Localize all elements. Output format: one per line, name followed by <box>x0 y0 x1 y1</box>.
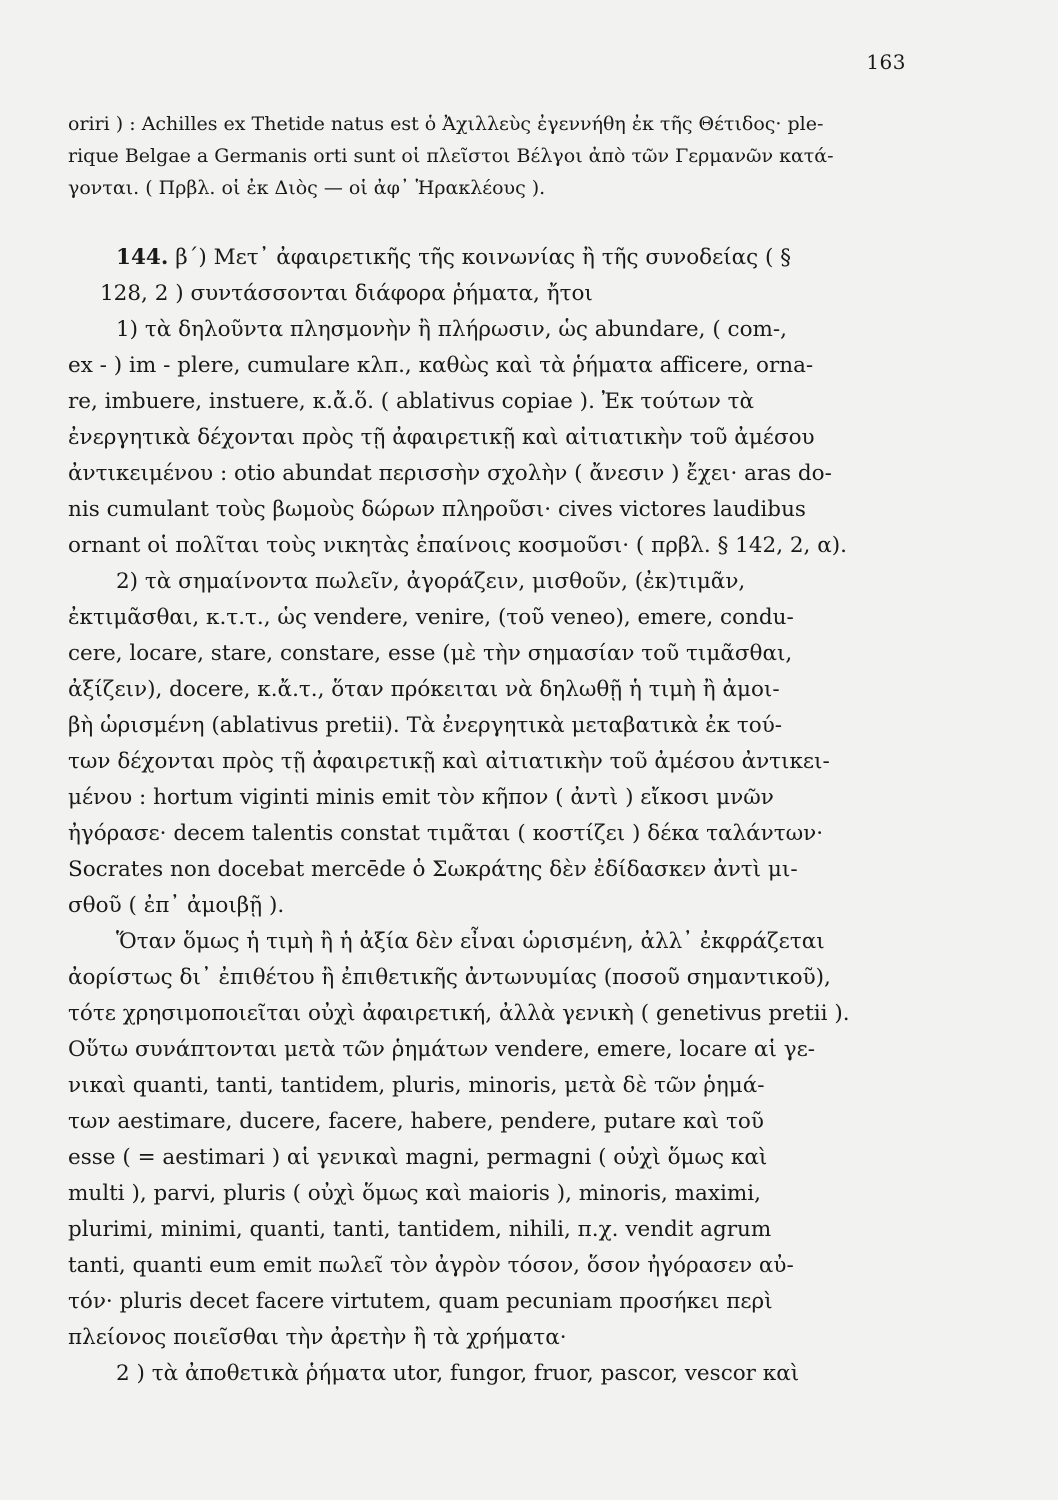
text-line: tanti, quanti eum emit πωλεῖ τὸν ἀγρὸν τόσον, ὅσον ἠγόρασεν αὐ- <box>68 1253 794 1278</box>
text-line: Socrates non docebat mercēde ὁ Σωκράτης δὲν ἐδίδασκεν ἀντὶ μι- <box>68 857 798 882</box>
text-line: multi ), parvi, pluris ( οὐχὶ ὅμως καὶ maioris ), minoris, maximi, <box>68 1181 761 1206</box>
text-line: των aestimare, ducere, facere, habere, pendere, putare καὶ τοῦ <box>68 1109 764 1134</box>
text-line: μένου : hortum viginti minis emit τὸν κῆπον ( ἀντὶ ) εἴκοσι μνῶν <box>68 785 774 810</box>
page-number: 163 <box>866 50 906 74</box>
text-line: plurimi, minimi, quanti, tanti, tantidem, nihili, π.χ. vendit agrum <box>68 1217 772 1242</box>
text-line: re, imbuere, instuere, κ.ἄ.ὅ. ( ablativus copiae ). Ἐκ τούτων τὰ <box>68 389 755 414</box>
text-line: των δέχονται πρὸς τῇ ἀφαιρετικῇ καὶ αἰτιατικὴν τοῦ ἀμέσου ἀντικει- <box>68 749 830 774</box>
text-line: nis cumulant τοὺς βωμοὺς δώρων πληροῦσι· cives victores laudibus <box>68 497 806 522</box>
text-line: Οὕτω συνάπτονται μετὰ τῶν ῥημάτων vendere, emere, locare αἱ γε- <box>68 1037 815 1062</box>
text-line: βὴ ὡρισμένη (ablativus pretii). Τὰ ἐνεργητικὰ μεταβατικὰ ἐκ τού- <box>68 713 783 738</box>
text-line: νικαὶ quanti, tanti, tantidem, pluris, minoris, μετὰ δὲ τῶν ῥημά- <box>68 1073 765 1098</box>
text-line: ἀορίστως δι᾽ ἐπιθέτου ἢ ἐπιθετικῆς ἀντωνυμίας (ποσοῦ σημαντικοῦ), <box>68 965 831 990</box>
text-line: Ὅταν ὅμως ἡ τιμὴ ἢ ἡ ἀξία δὲν εἶναι ὡρισμένη, ἀλλ᾽ ἐκφράζεται <box>116 929 825 954</box>
text-line: τόν· pluris decet facere virtutem, quam pecuniam προσήκει περὶ <box>68 1289 773 1314</box>
text-line: τότε χρησιμοποιεῖται οὐχὶ ἀφαιρετική, ἀλλὰ γενικὴ ( genetivus pretii ). <box>68 1001 850 1026</box>
text-line: 1) τὰ δηλοῦντα πλησμονὴν ἢ πλήρωσιν, ὡς abundare, ( com-, <box>116 317 788 342</box>
text-line: ἀντικειμένου : otio abundat περισσὴν σχολὴν ( ἄνεσιν ) ἔχει· aras do- <box>68 461 832 486</box>
text-line: ἠγόρασε· decem talentis constat τιμᾶται ( κοστίζει ) δέκα ταλάντων· <box>68 821 824 846</box>
text-line: β΄) Μετ᾽ ἀφαιρετικῆς τῆς κοινωνίας ἢ τῆς συνοδείας ( § <box>175 245 792 270</box>
text-line: ornant οἱ πολῖται τοὺς νικητὰς ἐπαίνοις κοσμοῦσι· ( πρβλ. § 142, 2, α). <box>68 533 847 558</box>
text-line: ex - ) im - plere, cumulare κλπ., καθὼς καὶ τὰ ῥήματα afficere, orna- <box>68 353 814 378</box>
text-line: ἀξίζειν), docere, κ.ἄ.τ., ὅταν πρόκειται νὰ δηλωθῇ ἡ τιμὴ ἢ ἀμοι- <box>68 677 780 702</box>
text-line: 2) τὰ σημαίνοντα πωλεῖν, ἀγοράζειν, μισθοῦν, (ἐκ)τιμᾶν, <box>116 569 746 594</box>
text-line: 2 ) τὰ ἀποθετικὰ ῥήματα utor, fungor, fruor, pascor, vescor καὶ <box>116 1361 800 1386</box>
text-line: γονται. ( Πρβλ. οἱ ἐκ Διὸς — οἱ ἀφ᾽ Ἡρακλέους ). <box>68 177 546 199</box>
text-line: 128, 2 ) συντάσσονται διάφορα ῥήματα, ἤτοι <box>100 281 593 306</box>
text-line: esse ( = aestimari ) αἱ γενικαὶ magni, permagni ( οὐχὶ ὅμως καὶ <box>68 1145 768 1170</box>
text-line: ἐκτιμᾶσθαι, κ.τ.τ., ὡς vendere, venire, (τοῦ veneo), emere, condu- <box>68 605 794 630</box>
section-heading <box>68 240 923 276</box>
text-line: ἐνεργητικὰ δέχονται πρὸς τῇ ἀφαιρετικῇ καὶ αἰτιατικὴν τοῦ ἀμέσου <box>68 425 815 450</box>
text-line: cere, locare, stare, constare, esse (μὲ τὴν σημασίαν τοῦ τιμᾶσθαι, <box>68 641 793 666</box>
text-line: σθοῦ ( ἐπ᾽ ἀμοιβῇ ). <box>68 893 285 918</box>
body-text <box>68 108 923 1392</box>
text-line: πλείονος ποιεῖσθαι τὴν ἀρετὴν ἢ τὰ χρήματα· <box>68 1325 567 1350</box>
text-line: rique Belgae a Germanis orti sunt οἱ πλεῖστοι Βέλγοι ἀπὸ τῶν Γερμανῶν κατά- <box>68 145 834 167</box>
section-number: 144. <box>116 245 169 270</box>
text-line: oriri ) : Achilles ex Thetide natus est ὁ Ἀχιλλεὺς ἐγεννήθη ἐκ τῆς Θέτιδος· ple- <box>68 113 824 135</box>
